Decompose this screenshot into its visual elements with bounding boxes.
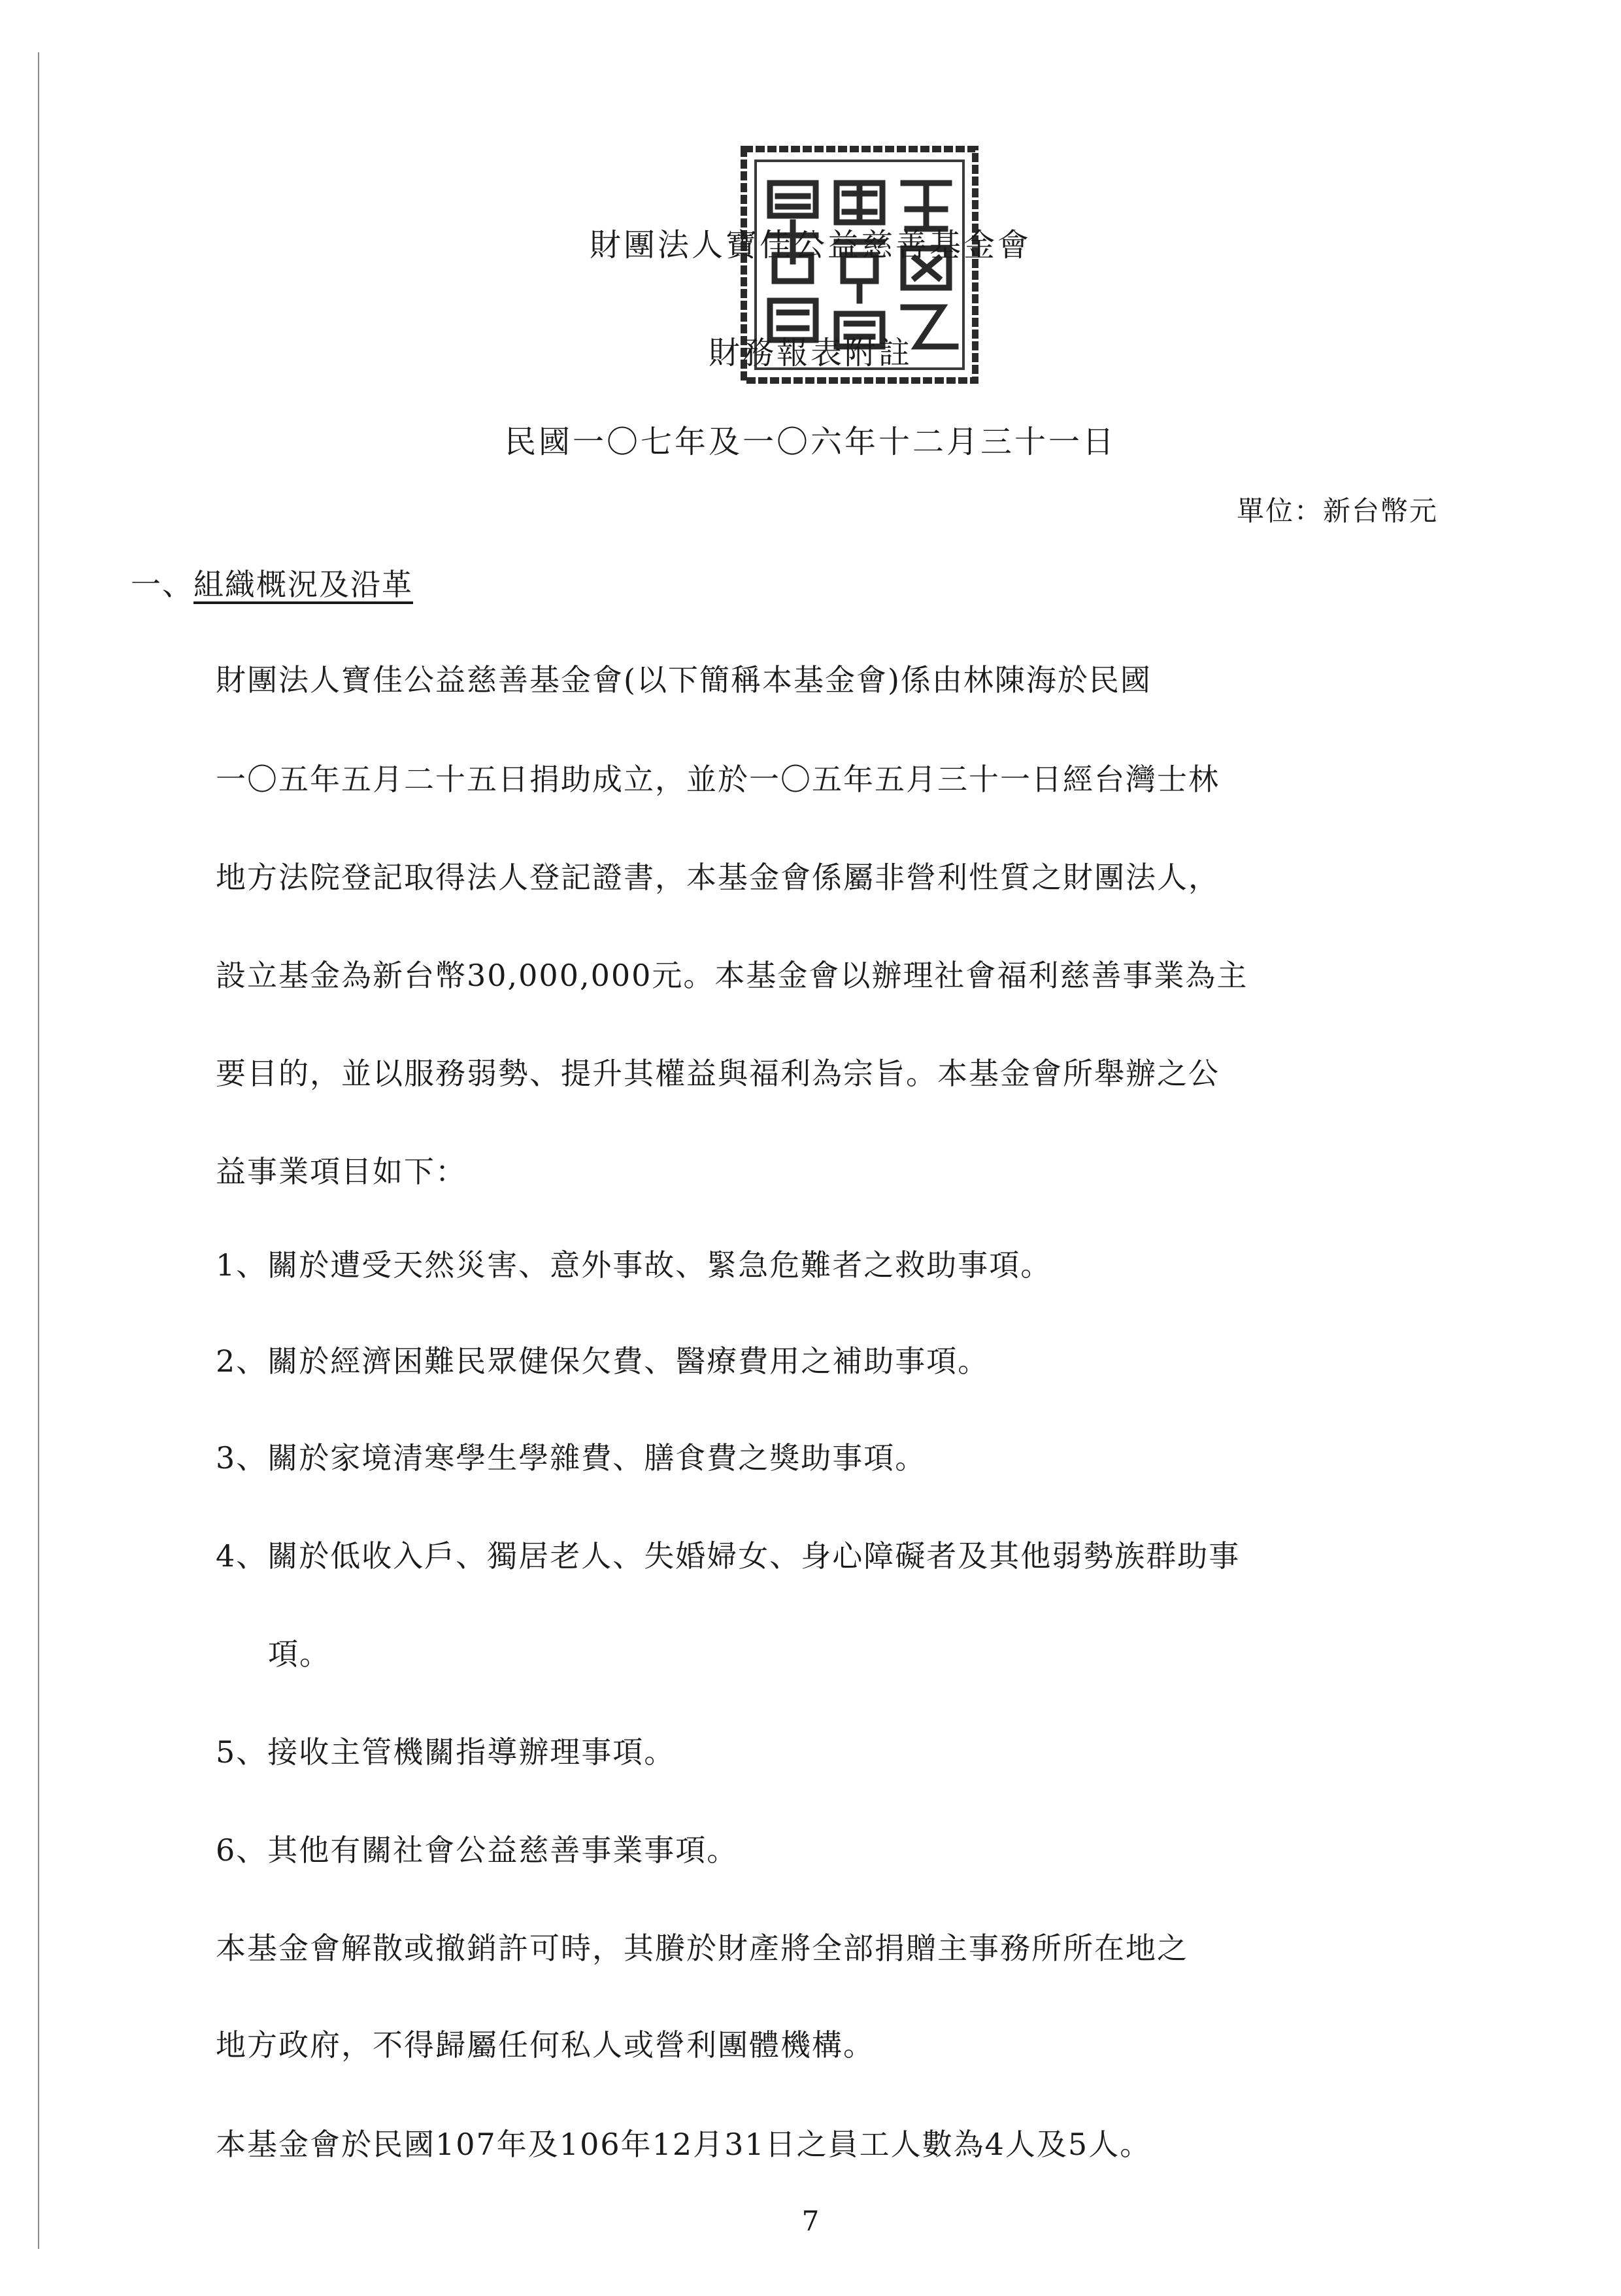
document-title: 財務報表附註 — [708, 335, 912, 371]
section-number: 一、 — [131, 567, 193, 602]
list-item: 2、關於經濟困難民眾健保欠費、醫療費用之補助事項。 — [216, 1343, 990, 1379]
page-number: 7 — [801, 2205, 820, 2237]
paragraph-line: 地方法院登記取得法人登記證書，本基金會係屬非營利性質之財團法人， — [216, 860, 1220, 895]
paragraph-line: 財團法人寶佳公益慈善基金會(以下簡稱本基金會)係由林陳海於民國 — [216, 662, 1152, 698]
closing-line: 本基金會解散或撤銷許可時，其賸於財產將全部捐贈主事務所所在地之 — [216, 1931, 1188, 1966]
paragraph-line: 一〇五年五月二十五日捐助成立，並於一〇五年五月三十一日經台灣士林 — [216, 762, 1220, 797]
list-item: 3、關於家境清寒學生學雜費、膳食費之獎助事項。 — [216, 1440, 927, 1476]
list-item: 4、關於低收入戶、獨居老人、失婚婦女、身心障礙者及其他弱勢族群助事 — [216, 1538, 1241, 1574]
list-item-continuation: 項。 — [268, 1636, 331, 1672]
report-period: 民國一〇七年及一〇六年十二月三十一日 — [504, 424, 1116, 460]
closing-line: 地方政府，不得歸屬任何私人或營利團體機構。 — [216, 2027, 875, 2063]
page-edge-rule — [38, 52, 39, 2249]
paragraph-line: 益事業項目如下： — [216, 1154, 467, 1189]
list-item: 6、其他有關社會公益慈善事業事項。 — [216, 1832, 739, 1868]
currency-unit: 單位：新台幣元 — [1236, 495, 1438, 527]
paragraph-line: 要目的，並以服務弱勢、提升其權益與福利為宗旨。本基金會所舉辦之公 — [216, 1056, 1220, 1091]
section-heading-text: 組織概況及沿革 — [193, 567, 413, 602]
paragraph-line: 設立基金為新台幣30,000,000元。本基金會以辦理社會福利慈善事業為主 — [216, 958, 1248, 993]
organization-name: 財團法人寶佳公益慈善基金會 — [589, 227, 1031, 263]
list-item: 1、關於遭受天然災害、意外事故、緊急危難者之救助事項。 — [216, 1247, 1052, 1283]
employee-count-line: 本基金會於民國107年及106年12月31日之員工人數為4人及5人。 — [216, 2127, 1152, 2162]
list-item: 5、接收主管機關指導辦理事項。 — [216, 1734, 676, 1770]
section-heading — [131, 565, 413, 604]
